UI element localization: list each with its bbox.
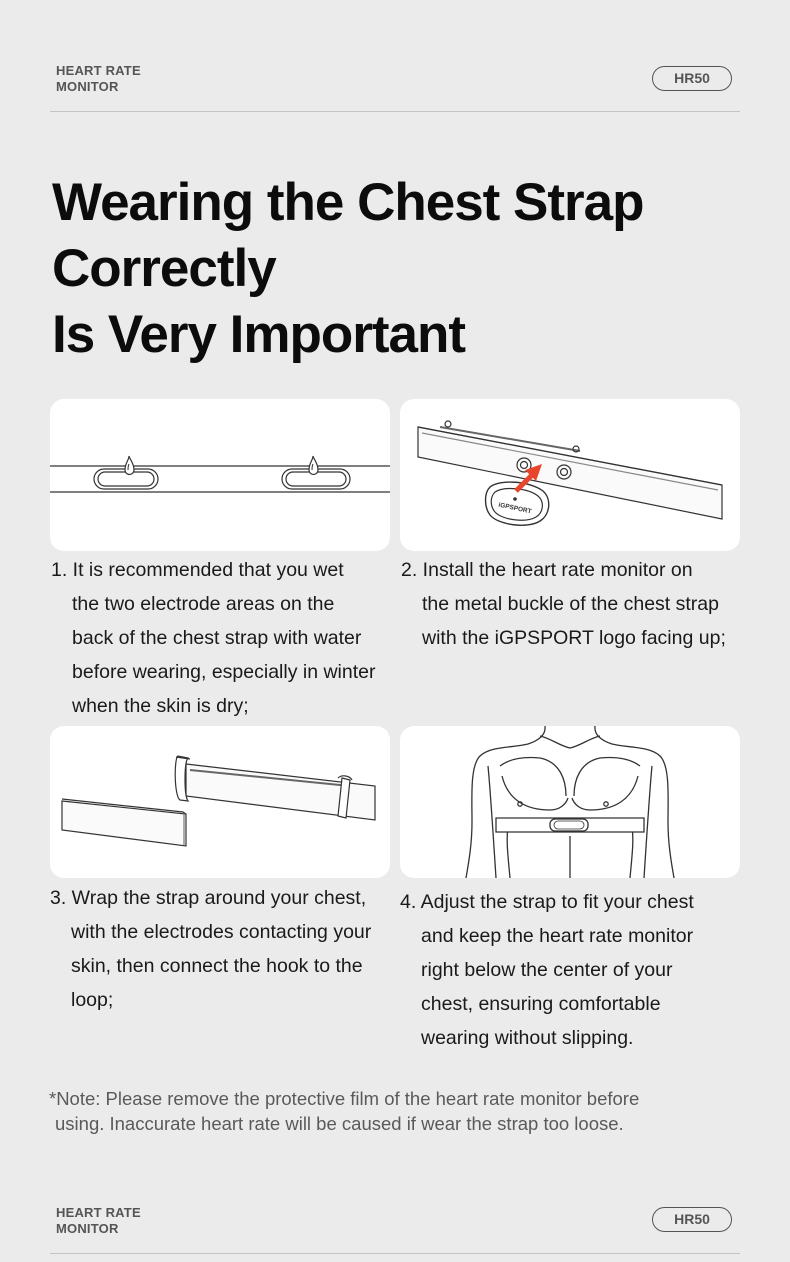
strap-hook-loop-image (50, 726, 390, 878)
header-product-label (56, 63, 196, 95)
step-1-line: the two electrode areas on the (72, 593, 335, 615)
step-2-text (401, 553, 726, 655)
illustration-wet-electrodes (50, 399, 390, 551)
footer-divider (50, 1253, 740, 1254)
step-4-line: chest, ensuring comfortable (421, 993, 661, 1015)
note-line2: using. Inaccurate heart rate will be caused if wear the strap too loose. (55, 1113, 624, 1134)
illustration-wear-position (400, 726, 740, 878)
chest-strap-electrodes-image (50, 399, 390, 551)
header-label-line2: MONITOR (56, 79, 119, 94)
step-3-line: 3. Wrap the strap around your chest, (50, 887, 367, 909)
step-4-line: wearing without slipping. (421, 1027, 634, 1049)
header-label-line1: HEART RATE (56, 63, 141, 78)
step-4-text (400, 885, 694, 1055)
title-line1: Wearing the Chest Strap (52, 173, 644, 232)
footer-model-badge: HR50 (652, 1207, 732, 1232)
monitor-logo-text: iGPSPORT (497, 501, 533, 516)
step-1-line: when the skin is dry; (72, 695, 249, 717)
illustration-install-monitor (400, 399, 740, 551)
person-wearing-strap-image (400, 726, 740, 878)
step-3-line: loop; (71, 989, 114, 1011)
step-2-line: the metal buckle of the chest strap (422, 593, 719, 615)
step-4-line: right below the center of your (421, 959, 673, 981)
step-1-line: 1. It is recommended that you wet (51, 559, 344, 581)
note-line1: *Note: Please remove the protective film of the heart rate monitor before (49, 1088, 640, 1109)
step-3-line: skin, then connect the hook to the (71, 955, 363, 977)
step-2-line: 2. Install the heart rate monitor on (401, 559, 693, 581)
step-3-line: with the electrodes contacting your (71, 921, 372, 943)
step-1-text (51, 553, 376, 723)
header-model-badge: HR50 (652, 66, 732, 91)
footer-label-line2: MONITOR (56, 1221, 119, 1236)
monitor-buckle-image (400, 399, 740, 551)
step-1-line: back of the chest strap with water (72, 627, 362, 649)
step-2-line: with the iGPSPORT logo facing up; (422, 627, 726, 649)
usage-note (49, 1086, 741, 1136)
footer-label-line1: HEART RATE (56, 1205, 141, 1220)
step-4-line: 4. Adjust the strap to fit your chest (400, 891, 694, 913)
step-3-text (50, 881, 371, 1017)
title-line3: Is Very Important (52, 305, 466, 364)
page-title (52, 170, 644, 368)
illustration-wrap-strap (50, 726, 390, 878)
step-1-line: before wearing, especially in winter (72, 661, 376, 683)
header-divider (50, 111, 740, 112)
step-4-line: and keep the heart rate monitor (421, 925, 694, 947)
title-line2: Correctly (52, 239, 276, 298)
footer-product-label (56, 1205, 196, 1237)
